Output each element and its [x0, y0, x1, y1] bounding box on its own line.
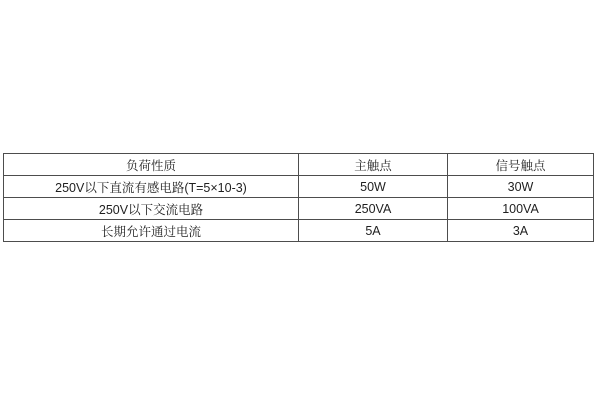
cell-signal-contact-value: 100VA — [448, 198, 594, 220]
cell-main-contact-value: 250VA — [299, 198, 448, 220]
cell-load-nature: 250V以下交流电路 — [4, 198, 299, 220]
column-header-signal-contact: 信号触点 — [448, 154, 594, 176]
cell-main-contact-value: 50W — [299, 176, 448, 198]
table-row-ac-circuit — [4, 198, 594, 220]
cell-load-nature: 长期允许通过电流 — [4, 220, 299, 242]
column-header-load-nature: 负荷性质 — [4, 154, 299, 176]
table-header-row — [4, 154, 594, 176]
cell-main-contact-value: 5A — [299, 220, 448, 242]
column-header-main-contact: 主触点 — [299, 154, 448, 176]
cell-signal-contact-value: 3A — [448, 220, 594, 242]
cell-load-nature: 250V以下直流有感电路(T=5×10-3) — [4, 176, 299, 198]
contact-rating-table — [3, 153, 594, 242]
table-row-continuous-current — [4, 220, 594, 242]
table-row-dc-inductive — [4, 176, 594, 198]
cell-signal-contact-value: 30W — [448, 176, 594, 198]
